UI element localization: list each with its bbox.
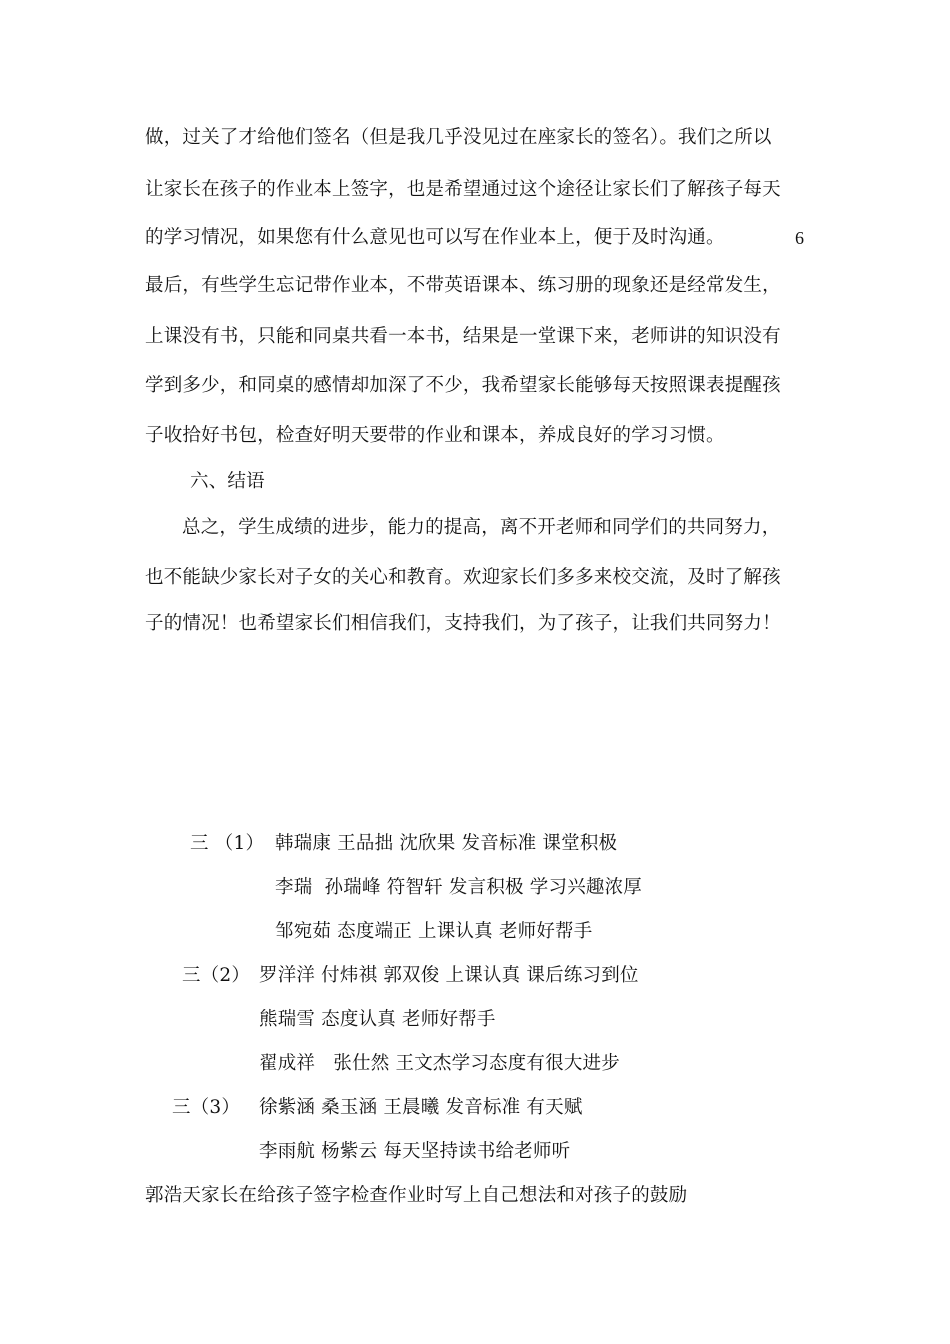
body-line: 学到多少，和同桌的感情却加深了不少，我希望家长能够每天按照课表提醒孩 bbox=[145, 375, 781, 396]
commendation-line: 韩瑞康 王品拙 沈欣果 发音标准 课堂积极 bbox=[275, 833, 618, 854]
body-line: 让家长在孩子的作业本上签字，也是希望通过这个途径让家长们了解孩子每天 bbox=[145, 179, 781, 200]
class-label: 三（3） bbox=[172, 1097, 241, 1118]
footer-note: 郭浩天家长在给孩子签字检查作业时写上自己想法和对孩子的鼓励 bbox=[145, 1185, 688, 1206]
body-line: 子收拾好书包，检查好明天要带的作业和课本，养成良好的学习习惯。 bbox=[145, 425, 725, 446]
page-number: 6 bbox=[795, 228, 804, 248]
commendation-line: 罗洋洋 付炜祺 郭双俊 上课认真 课后练习到位 bbox=[259, 965, 639, 986]
section-heading: 六、结语 bbox=[190, 471, 265, 492]
commendation-line: 熊瑞雪 态度认真 老师好帮手 bbox=[259, 1009, 496, 1030]
body-line: 做，过关了才给他们签名（但是我几乎没见过在座家长的签名）。我们之所以 bbox=[145, 127, 772, 148]
commendation-line: 徐紫涵 桑玉涵 王晨曦 发音标准 有天赋 bbox=[259, 1097, 583, 1118]
commendation-line: 邹宛茹 态度端正 上课认真 老师好帮手 bbox=[275, 921, 593, 942]
body-line: 的学习情况，如果您有什么意见也可以写在作业本上，便于及时沟通。 bbox=[145, 227, 725, 248]
body-line: 总之，学生成绩的进步，能力的提高，离不开老师和同学们的共同努力， bbox=[182, 517, 781, 538]
body-line: 子的情况！也希望家长们相信我们，支持我们，为了孩子，让我们共同努力！ bbox=[145, 613, 781, 634]
class-label: 三（2） bbox=[182, 965, 251, 986]
body-line: 最后，有些学生忘记带作业本，不带英语课本、练习册的现象还是经常发生， bbox=[145, 275, 781, 296]
commendation-line: 翟成祥 张仕然 王文杰学习态度有很大进步 bbox=[259, 1053, 620, 1074]
body-line: 上课没有书，只能和同桌共看一本书，结果是一堂课下来，老师讲的知识没有 bbox=[145, 326, 781, 347]
class-label: 三 （1） bbox=[190, 833, 265, 854]
commendation-line: 李瑞 孙瑞峰 符智轩 发言积极 学习兴趣浓厚 bbox=[275, 877, 643, 898]
commendation-line: 李雨航 杨紫云 每天坚持读书给老师听 bbox=[259, 1141, 571, 1162]
body-line: 也不能缺少家长对子女的关心和教育。欢迎家长们多多来校交流，及时了解孩 bbox=[145, 567, 781, 588]
